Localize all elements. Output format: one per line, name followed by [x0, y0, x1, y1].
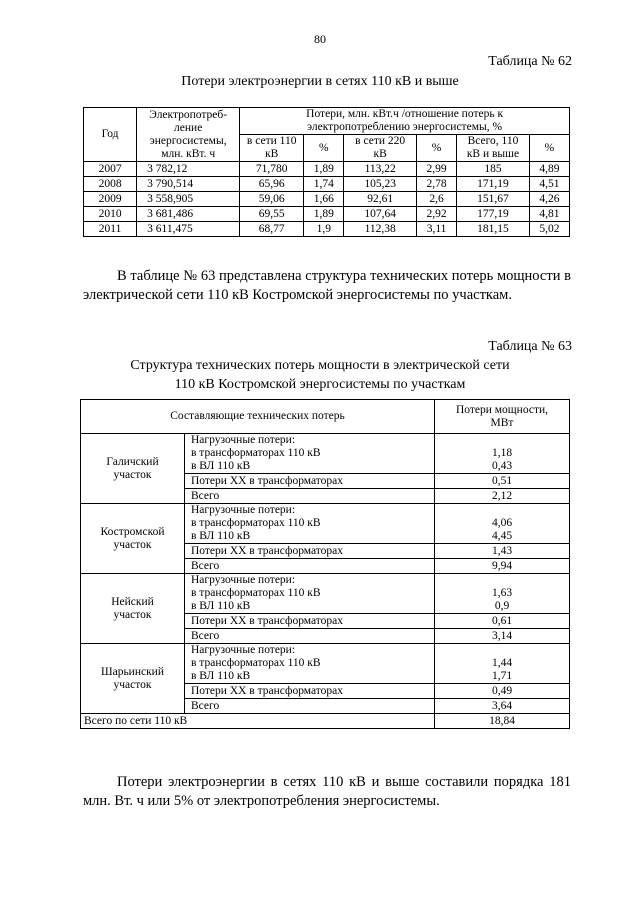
table-cell: 177,19 — [457, 207, 530, 222]
table-62-title: Потери электроэнергии в сетях 110 кВ и выше — [181, 74, 459, 89]
site-total-label: Всего — [185, 559, 435, 574]
header-percent: % — [417, 135, 457, 162]
table-cell: 4,26 — [529, 192, 569, 207]
table-row — [81, 644, 570, 684]
xx-losses-label: Потери ХХ в трансформаторах — [185, 544, 435, 559]
load-losses-label: Нагрузочные потери: в трансформаторах 110 кВ в ВЛ 110 кВ — [185, 574, 435, 614]
table-cell: 2,6 — [417, 192, 457, 207]
table-cell: 113,22 — [344, 162, 417, 177]
load-losses-value: 1,63 0,9 — [435, 574, 570, 614]
site-total-value: 3,14 — [435, 629, 570, 644]
site-name: Галичский участок — [81, 434, 185, 504]
site-name: Шарьинский участок — [81, 644, 185, 714]
table-row — [81, 434, 570, 474]
table-row — [84, 207, 570, 222]
paragraph-conclusion: Потери электроэнергии в сетях 110 кВ и выше составили порядка 181 млн. Вт. ч или 5% от электропотребления энергосистемы. — [83, 774, 571, 809]
table-cell: 3 558,905 — [137, 192, 240, 207]
header-year: Год — [84, 108, 137, 162]
load-losses-label: Нагрузочные потери: в трансформаторах 110 кВ в ВЛ 110 кВ — [185, 504, 435, 544]
site-total-label: Всего — [185, 699, 435, 714]
table-cell: 3,11 — [417, 222, 457, 237]
site-total-value: 9,94 — [435, 559, 570, 574]
grand-total-value: 18,84 — [435, 714, 570, 729]
table-cell: 1,9 — [304, 222, 344, 237]
table-cell: 2,92 — [417, 207, 457, 222]
table-63-title: Структура технических потерь мощности в электрической сети 110 кВ Костромской энергосистемы по участкам — [130, 358, 510, 392]
site-name: Нейский участок — [81, 574, 185, 644]
table-cell: 2,99 — [417, 162, 457, 177]
load-losses-value: 4,06 4,45 — [435, 504, 570, 544]
table-62 — [83, 107, 570, 237]
table-cell: 107,64 — [344, 207, 417, 222]
header-consumption: Электропотреб- ление энергосистемы, млн. кВт. ч — [137, 108, 240, 162]
table-cell: 151,67 — [457, 192, 530, 207]
xx-losses-label: Потери ХХ в трансформаторах — [185, 684, 435, 699]
load-losses-value: 1,18 0,43 — [435, 434, 570, 474]
header-percent: % — [529, 135, 569, 162]
table-row — [84, 162, 570, 177]
site-total-label: Всего — [185, 629, 435, 644]
table-cell: 112,38 — [344, 222, 417, 237]
site-total-value: 3,64 — [435, 699, 570, 714]
table-cell: 4,51 — [529, 177, 569, 192]
site-name: Костромской участок — [81, 504, 185, 574]
xx-losses-value: 0,51 — [435, 474, 570, 489]
load-losses-value: 1,44 1,71 — [435, 644, 570, 684]
site-total-label: Всего — [185, 489, 435, 504]
table-cell: 68,77 — [240, 222, 304, 237]
table-cell: 92,61 — [344, 192, 417, 207]
table-cell: 3 782,12 — [137, 162, 240, 177]
load-losses-label: Нагрузочные потери: в трансформаторах 110 кВ в ВЛ 110 кВ — [185, 434, 435, 474]
header-net-110: в сети 110 кВ — [240, 135, 304, 162]
table-cell: 2008 — [84, 177, 137, 192]
table-cell: 1,66 — [304, 192, 344, 207]
table-cell: 59,06 — [240, 192, 304, 207]
table-cell: 3 681,486 — [137, 207, 240, 222]
table-row — [84, 222, 570, 237]
header-total: Всего, 110 кВ и выше — [457, 135, 530, 162]
table-cell: 185 — [457, 162, 530, 177]
table-cell: 2,78 — [417, 177, 457, 192]
header-components: Составляющие технических потерь — [81, 400, 435, 434]
paragraph-intro: В таблице № 63 представлена структура технических потерь мощности в электрической сети 110 кВ Костромской энергосистемы по участкам. — [83, 268, 571, 303]
grand-total-label: Всего по сети 110 кВ — [81, 714, 435, 729]
header-power-losses: Потери мощности, МВт — [435, 400, 570, 434]
table-cell: 181,15 — [457, 222, 530, 237]
table-cell: 2010 — [84, 207, 137, 222]
xx-losses-label: Потери ХХ в трансформаторах — [185, 474, 435, 489]
table-cell: 65,96 — [240, 177, 304, 192]
table-62-label: Таблица № 62 — [488, 54, 572, 69]
table-cell: 5,02 — [529, 222, 569, 237]
table-row — [81, 714, 570, 729]
xx-losses-value: 0,61 — [435, 614, 570, 629]
table-row — [81, 504, 570, 544]
table-63 — [80, 399, 570, 729]
table-cell: 1,89 — [304, 207, 344, 222]
xx-losses-value: 0,49 — [435, 684, 570, 699]
table-cell: 4,89 — [529, 162, 569, 177]
table-cell: 3 790,514 — [137, 177, 240, 192]
xx-losses-value: 1,43 — [435, 544, 570, 559]
table-cell: 69,55 — [240, 207, 304, 222]
header-losses: Потери, млн. кВт.ч /отношение потерь к электропотреблению энергосистемы, % — [240, 108, 570, 135]
table-row — [84, 177, 570, 192]
page-number: 80 — [314, 32, 326, 46]
table-cell: 3 611,475 — [137, 222, 240, 237]
table-cell: 105,23 — [344, 177, 417, 192]
table-cell: 1,74 — [304, 177, 344, 192]
table-cell: 2007 — [84, 162, 137, 177]
table-cell: 2011 — [84, 222, 137, 237]
table-63-label: Таблица № 63 — [488, 339, 572, 354]
table-row — [84, 192, 570, 207]
site-total-value: 2,12 — [435, 489, 570, 504]
table-cell: 71,780 — [240, 162, 304, 177]
header-percent: % — [304, 135, 344, 162]
table-cell: 1,89 — [304, 162, 344, 177]
xx-losses-label: Потери ХХ в трансформаторах — [185, 614, 435, 629]
table-cell: 2009 — [84, 192, 137, 207]
table-cell: 4,81 — [529, 207, 569, 222]
table-cell: 171,19 — [457, 177, 530, 192]
table-row — [81, 574, 570, 614]
header-net-220: в сети 220 кВ — [344, 135, 417, 162]
load-losses-label: Нагрузочные потери: в трансформаторах 110 кВ в ВЛ 110 кВ — [185, 644, 435, 684]
